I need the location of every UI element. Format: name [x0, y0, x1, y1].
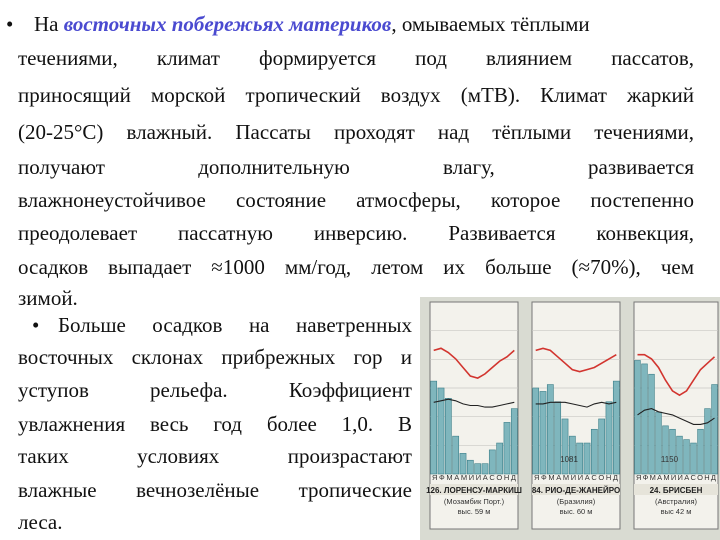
para2-line4: увлажнения весь год более 1,0. В [18, 412, 412, 436]
precipitation-bar [504, 422, 510, 474]
precipitation-bar [431, 381, 437, 474]
precipitation-bar [562, 419, 568, 474]
climate-chart-2 [532, 302, 620, 529]
climate-chart-1 [426, 302, 522, 529]
para1-line2: течениями, климат формируется под влиянием пассатов, [18, 46, 694, 70]
para2-line1: Больше осадков на наветренных [58, 313, 412, 337]
station-elevation: выс. 59 м [457, 507, 491, 516]
station-elevation: выс. 60 м [559, 507, 593, 516]
bullet-1: • [6, 12, 14, 36]
precipitation-bar [670, 429, 676, 474]
station-caption: 126. ЛОРЕНСУ-МАРКИШ [426, 486, 522, 495]
precipitation-bar [691, 443, 697, 474]
precipitation-bar [599, 419, 605, 474]
station-elevation: выс 42 м [660, 507, 692, 516]
para2-line2: восточных склонах прибрежных гор и [18, 345, 412, 369]
para1-line4: (20-25°С) влажный. Пассаты проходят над тёплыми течениями, [18, 120, 694, 144]
precipitation-total-label: 1081 [560, 455, 578, 464]
para1-line5: получают дополнительную влагу, развивается [18, 155, 694, 179]
para1-line1-pre: На [34, 12, 64, 36]
precipitation-bar [712, 385, 718, 474]
para1-emphasis: восточных побережьях материков [63, 12, 392, 36]
para1-line8: осадков выпадает ≈1000 мм/год, летом их больше (≈70%), чем [18, 255, 694, 279]
precipitation-bar [453, 436, 459, 474]
para2-line3: уступов рельефа. Коэффициент [18, 378, 412, 402]
month-labels: Я Ф М А М И И А С О Н Д [534, 473, 618, 482]
precipitation-bar [606, 402, 612, 474]
precipitation-bar [591, 429, 597, 474]
para2-line6: влажные вечнозелёные тропические [18, 478, 412, 502]
para2-line7: леса. [18, 510, 63, 534]
bullet-2: • [32, 313, 40, 337]
climate-charts-svg [420, 297, 720, 540]
station-caption: 84. РИО-ДЕ-ЖАНЕЙРО [531, 486, 621, 495]
para1-line9: зимой. [18, 286, 78, 310]
climate-chart-3 [634, 302, 718, 529]
precipitation-bar [663, 426, 669, 474]
precipitation-bar [613, 381, 619, 474]
station-country: (Мозамбик Порт.) [443, 497, 505, 506]
precipitation-bar [642, 364, 648, 474]
para1-line1 [34, 11, 590, 37]
precipitation-bar [489, 450, 495, 474]
precipitation-bar [511, 409, 517, 474]
precipitation-bar [705, 409, 711, 474]
precipitation-bar [684, 440, 690, 474]
precipitation-total-label: 1150 [660, 455, 679, 464]
para1-line6: влажнонеустойчивое состояние атмосферы, которое постепенно [18, 188, 694, 212]
precipitation-bar [547, 385, 553, 474]
precipitation-bar [656, 412, 662, 474]
para1-line3: приносящий морской тропический воздух (мТВ). Климат жаркий [18, 83, 694, 107]
station-country: (Австралия) [654, 497, 698, 506]
precipitation-bar [635, 360, 641, 474]
precipitation-bar [467, 460, 473, 474]
precipitation-bar [533, 388, 539, 474]
precipitation-bar [445, 398, 451, 474]
month-labels: Я Ф М А М И И А С О Н Д [432, 473, 516, 482]
para1-line7: преодолевает пассатную инверсию. Развивается конвекция, [18, 221, 694, 245]
precipitation-bar [584, 443, 590, 474]
climate-charts-figure [420, 297, 720, 540]
month-labels: Я Ф М А М И И А С О Н Д [636, 473, 716, 482]
precipitation-bar [460, 453, 466, 474]
precipitation-bar [698, 429, 704, 474]
precipitation-bar [497, 443, 503, 474]
para1-line1-post: , омываемых тёплыми [391, 12, 590, 36]
station-caption: 24. БРИСБЕН [649, 486, 703, 495]
station-country: (Бразилия) [556, 497, 596, 506]
precipitation-bar [649, 374, 655, 474]
para2-line5: таких условиях произрастают [18, 444, 412, 468]
